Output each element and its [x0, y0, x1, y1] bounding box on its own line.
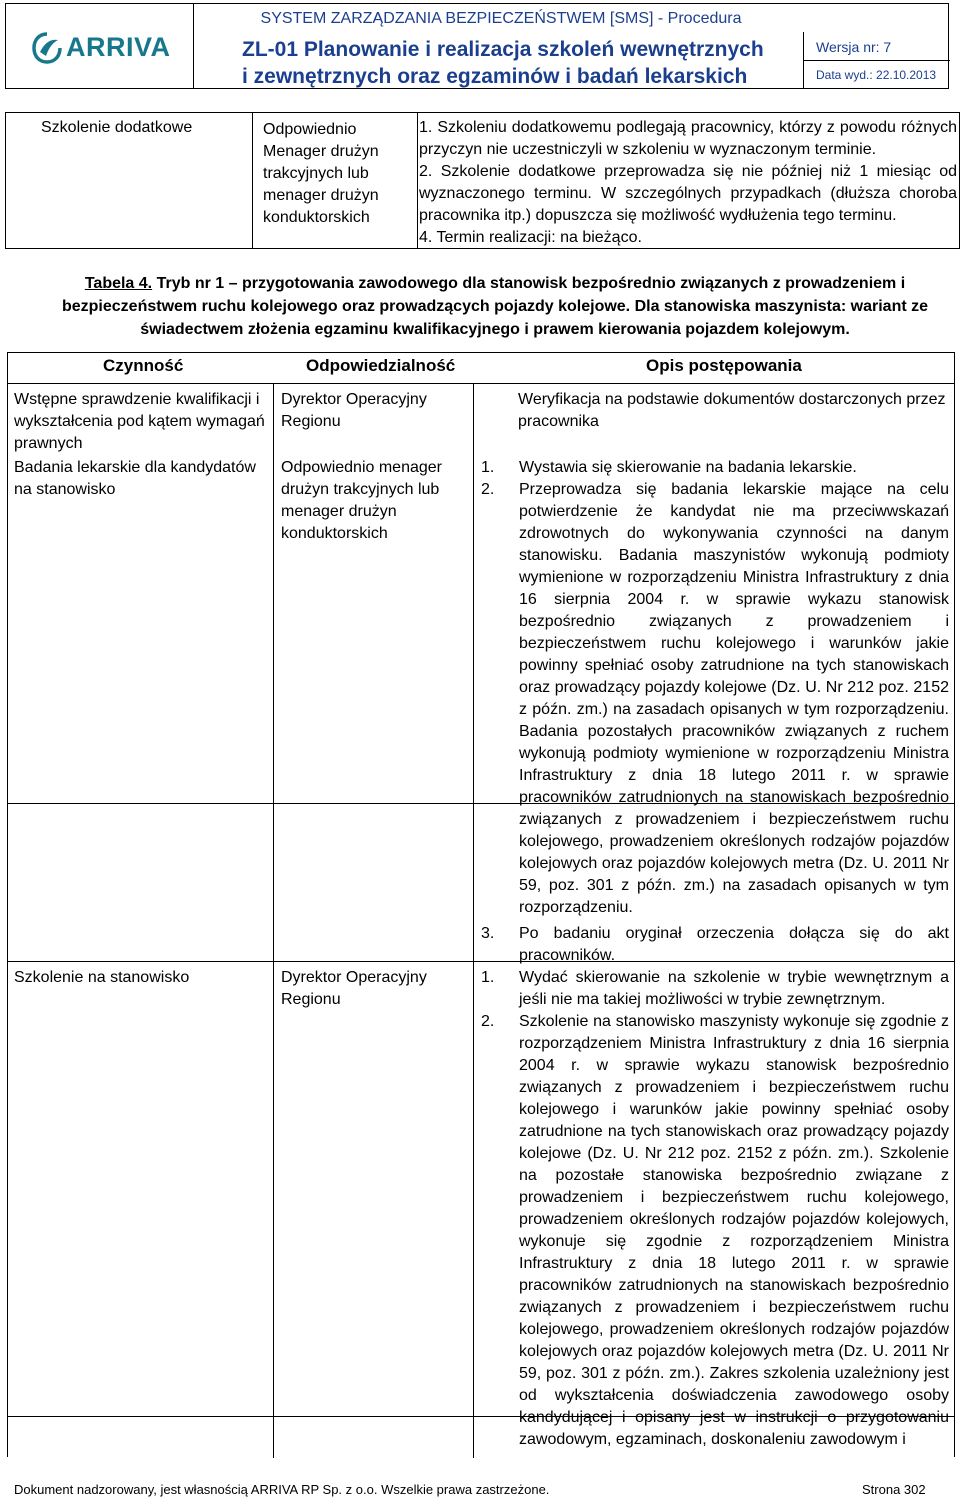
responsible-line: Odpowiednio: [263, 121, 357, 138]
row-description-item: [481, 967, 949, 1011]
row-responsible: Dyrektor Operacyjny Regionu: [281, 969, 427, 1008]
row-description-item: [481, 479, 949, 919]
row-responsible: Dyrektor Operacyjny Regionu: [281, 391, 427, 430]
version-number: Wersja nr: 7: [816, 39, 892, 55]
activity-cell: [6, 113, 253, 248]
caption-text: Tryb nr 1 – przygotowania zawodowego dla stanowisk bezpośrednio związanych z prowadzeniem i bezpieczeństwem ruchu kolejowego oraz prowadzących pojazdy kolejowe. Dla stanowiska maszynista: wariant ze świadectwem złożenia egzaminu kwalifikacyjnego i prawem kierowania pojazdem kolejowym.: [61, 275, 929, 338]
row-description-item: [481, 457, 949, 479]
caption-label: Tabela 4.: [84, 275, 153, 292]
table-caption: [50, 272, 940, 341]
header-responsibility: Odpowiedzialność: [306, 356, 456, 375]
row-activity: Wstępne sprawdzenie kwalifikacji i wykształcenia pod kątem wymagań prawnych: [14, 391, 265, 452]
system-line: SYSTEM ZARZĄDZANIA BEZPIECZEŃSTWEM [SMS] - Procedura: [260, 10, 742, 27]
item-number: 1.: [481, 459, 495, 476]
item-number: 2.: [481, 1013, 495, 1030]
item-text: Po badaniu oryginał orzeczenia dołącza się do akt pracowników.: [519, 925, 949, 964]
header-description: Opis postępowania: [646, 356, 802, 375]
arriva-logo-icon: [32, 32, 62, 64]
row-description-item: [481, 1011, 949, 1451]
logo-text: ARRIVA: [66, 32, 171, 62]
description-item: 4. Termin realizacji: na bieżąco.: [419, 229, 642, 246]
responsible-line: konduktorskich: [263, 209, 370, 226]
responsible-line: trakcyjnych lub: [263, 165, 369, 182]
item-number: 1.: [481, 969, 495, 986]
description-item: 2. Szkolenie dodatkowe przeprowadza się nie później niż 1 miesiąc od wyznaczonego terminu. W szczególnych przypadkach (dłuższa choroba pracownika itp.) dopuszcza się możliwość wydłużenia tego terminu.: [419, 163, 957, 224]
procedure-table: [7, 352, 955, 1457]
item-text: Przeprowadza się badania lekarskie mające na celu potwierdzenie że kandydat nie ma przeciwwskazań zdrowotnych do wykonywania czynności na danym stanowisku. Badania maszynistów wykonują podmioty wymienione w rozporządzeniu Ministra Infrastruktury z dnia 16 sierpnia 2004 r. w sprawie wykazu stanowisk bezpośrednio związanych z prowadzeniem i bezpieczeństwem ruchu kolejowego i warunków jakie powinny spełniać osoby zatrudnione na tych stanowiskach oraz prowadzący pojazdy kolejowe (Dz. U. Nr 212 poz. 2152 z późn. zm.) na zasadach opisanych w tym rozporządzeniu. Badania pozostałych pracowników związanych z ruchem wykonują podmioty wymienione w rozporządzeniu Ministra Infrastruktury z dnia 18 lutego 2011 r. w sprawie pracowników zatrudnionych na stanowiskach bezpośrednio związanych z prowadzeniem i bezpieczeństwem ruchu kolejowego, prowadzeniem określonych rodzajów pojazdów kolejowych oraz pojazdów kolejowych metra (Dz. U. 2011 Nr 59, poz. 301 z późn. zm.) na zasadach opisanych w tym rozporządzeniu.: [519, 481, 949, 916]
version-box: [803, 32, 950, 88]
row-activity: Badania lekarskie dla kandydatów na stanowisko: [14, 459, 256, 498]
table-header-row: [8, 353, 954, 384]
item-text: Szkolenie na stanowisko maszynisty wykonuje się zgodnie z rozporządzeniem Ministra Infrastruktury z dnia 16 sierpnia 2004 r. w sprawie wykazu stanowisk bezpośrednio związanych z prowadzeniem i bezpieczeństwem ruchu kolejowego i warunków jakie powinny spełniać osoby zatrudnione na tych stanowiskach oraz prowadzący pojazdy kolejowe (Dz. U. Nr 212 poz. 2152 z późn. zm.). Szkolenie na pozostałe stanowiska bezpośrednio związane z prowadzeniem i bezpieczeństwem ruchu kolejowego, prowadzeniem określonych rodzajów pojazdów kolejowych, wykonuje się zgodnie z rozporządzeniem Ministra Infrastruktury z dnia 18 lutego 2011 r. w sprawie pracowników zatrudnionych na stanowiskach bezpośrednio związanych z prowadzeniem i bezpieczeństwem ruchu kolejowego, prowadzeniem określonych rodzajów pojazdów kolejowych oraz pojazdów kolejowych metra (Dz. U. 2011 Nr 59, poz. 301 z późn. zm.). Zakres szkolenia uzależniony jest od wykształcenia doświadczenia zawodowego osoby kandydującej i opisany jest w instrukcji o przygotowaniu zawodowym, egzaminach, doskonaleniu zawodowym i: [519, 1013, 949, 1448]
item-number: 2.: [481, 481, 495, 498]
document-header: [5, 3, 949, 89]
page-number: Strona 302: [862, 1482, 926, 1497]
title-line-2: i zewnętrznych oraz egzaminów i badań lekarskich: [242, 65, 748, 88]
item-text: Wydać skierowanie na szkolenie w trybie wewnętrznym a jeśli nie ma takiej możliwości w trybie zewnętrznym.: [519, 969, 949, 1008]
activity-label: Szkolenie dodatkowe: [41, 119, 193, 136]
row-activity: Szkolenie na stanowisko: [14, 969, 190, 986]
responsible-text: [263, 119, 379, 229]
document-title: [242, 36, 802, 90]
responsible-line: menager drużyn: [263, 187, 379, 204]
description-item: 1. Szkoleniu dodatkowemu podlegają pracownicy, którzy z powodu różnych przyczyn nie uczestniczyli w szkoleniu w wyznaczonym terminie.: [419, 119, 957, 158]
row-description-item: [481, 923, 949, 967]
footer-text: Dokument nadzorowany, jest własnością ARRIVA RP Sp. z o.o. Wszelkie prawa zastrzeżone.: [14, 1482, 550, 1497]
header-activity: Czynność: [103, 356, 184, 375]
item-number: 3.: [481, 925, 495, 942]
responsible-cell: [253, 113, 418, 248]
row-description: Weryfikacja na podstawie dokumentów dostarczonych przez pracownika: [518, 391, 946, 430]
logo: [6, 4, 194, 88]
item-text: Wystawia się skierowanie na badania lekarskie.: [519, 459, 857, 476]
continued-table: [5, 112, 960, 249]
title-line-1: ZL-01 Planowanie i realizacja szkoleń wewnętrznych: [242, 38, 764, 61]
responsible-line: Menager drużyn: [263, 143, 379, 160]
description-cell: [419, 117, 957, 249]
issue-date: Data wyd.: 22.10.2013: [816, 68, 937, 82]
row-responsible: Odpowiednio menager drużyn trakcyjnych lub menager drużyn konduktorskich: [281, 459, 442, 542]
